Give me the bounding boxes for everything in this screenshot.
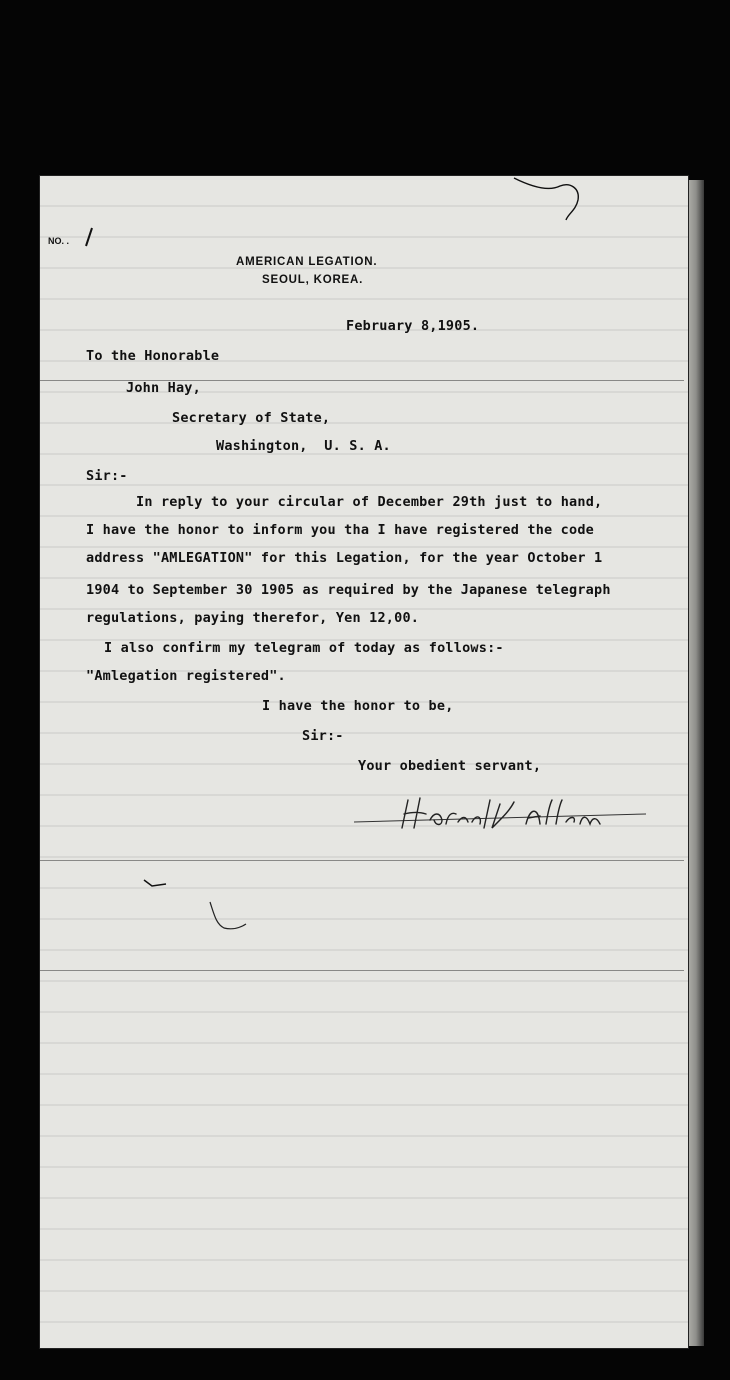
address-name: John Hay, <box>126 380 201 396</box>
body-line: I also confirm my telegram of today as follows:- <box>104 640 504 656</box>
address-title: Secretary of State, <box>172 410 331 426</box>
ruled-line <box>40 970 684 971</box>
body-line: address "AMLEGATION" for this Legation, for the year October 1 <box>86 550 603 566</box>
letterhead-line2: SEOUL, KOREA. <box>262 274 364 286</box>
letter-date: February 8,1905. <box>346 318 480 334</box>
letterhead-line1: AMERICAN LEGATION. <box>236 256 378 268</box>
body-line: I have the honor to inform you tha I have registered the code <box>86 522 594 538</box>
closing-line3: Your obedient servant, <box>358 758 542 774</box>
address-salutation: To the Honorable <box>86 348 220 364</box>
handwritten-number-mark <box>82 226 96 248</box>
handwritten-signature <box>350 790 650 840</box>
ruled-line <box>40 860 684 861</box>
opening-salutation: Sir:- <box>86 468 128 484</box>
torn-corner-mark <box>508 172 588 224</box>
body-line: 1904 to September 30 1905 as required by the Japanese telegraph <box>86 582 611 598</box>
address-place: Washington, U. S. A. <box>216 438 391 454</box>
body-line: In reply to your circular of December 29th just to hand, <box>136 494 603 510</box>
closing-line1: I have the honor to be, <box>262 698 454 714</box>
stray-mark <box>206 900 250 934</box>
closing-line2: Sir:- <box>302 728 344 744</box>
body-line: regulations, paying therefor, Yen 12,00. <box>86 610 420 626</box>
number-label: NO. . <box>48 236 70 246</box>
body-line: "Amlegation registered". <box>86 668 286 684</box>
stray-mark <box>140 876 170 892</box>
